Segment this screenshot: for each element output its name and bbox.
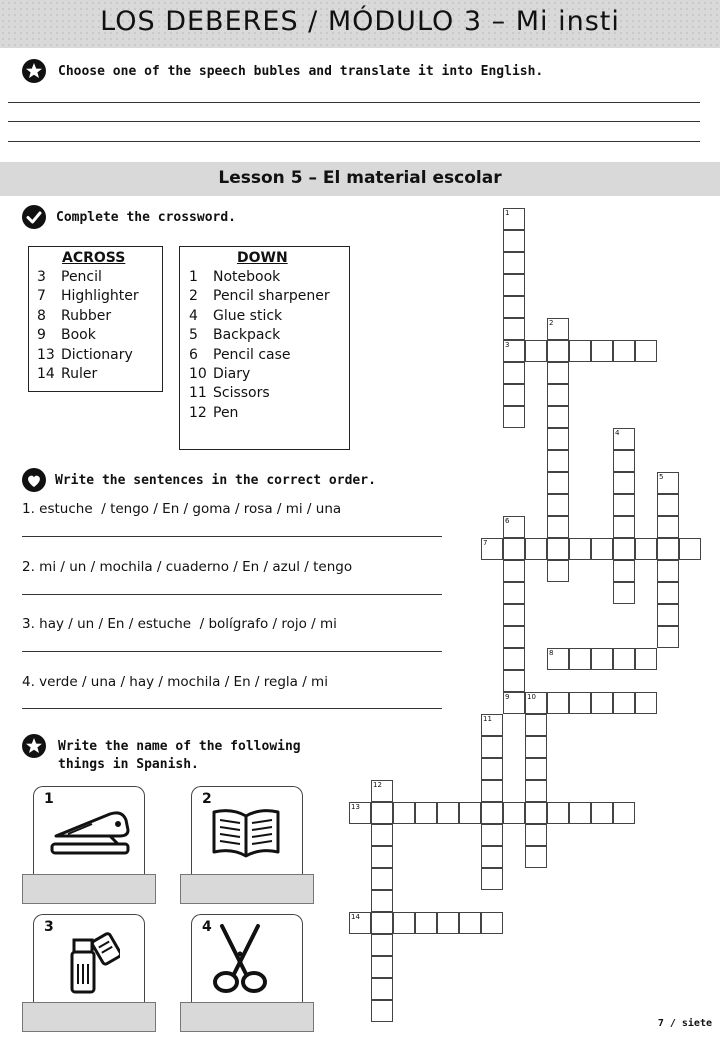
answer-box-4[interactable] — [180, 1002, 314, 1032]
crossword-cell[interactable] — [525, 824, 547, 846]
crossword-cell[interactable] — [657, 494, 679, 516]
book-icon — [208, 806, 284, 860]
crossword-cell[interactable] — [547, 802, 569, 824]
crossword-cell[interactable] — [657, 626, 679, 648]
crossword-clue-number: 2 — [549, 319, 554, 327]
clue-number: 4 — [189, 307, 198, 324]
task4-instruction-line2: things in Spanish. — [58, 757, 199, 772]
down-clue — [189, 327, 280, 343]
clue-word: Glue stick — [213, 307, 283, 324]
clue-word: Highlighter — [61, 288, 139, 305]
crossword-cell[interactable] — [481, 758, 503, 780]
crossword-cell[interactable] — [613, 450, 635, 472]
clue-word: Notebook — [213, 269, 281, 285]
sentence-2: 2. mi / un / mochila / cuaderno / En / azul / tengo — [22, 559, 353, 575]
crossword-cell[interactable] — [635, 340, 657, 362]
star-icon — [22, 59, 46, 83]
clue-word: Pencil case — [213, 346, 291, 363]
clue-number: 5 — [189, 327, 198, 344]
crossword-cell[interactable] — [415, 912, 437, 934]
crossword-cell[interactable] — [481, 780, 503, 802]
clue-word: Pencil sharpener — [213, 288, 330, 305]
task4-instruction-line1: Write the name of the following — [58, 739, 301, 754]
crossword-cell[interactable] — [591, 340, 613, 362]
crossword-cell[interactable] — [503, 252, 525, 274]
clue-number: 11 — [189, 385, 207, 402]
crossword-cell[interactable] — [591, 538, 613, 560]
crossword-cell[interactable] — [613, 494, 635, 516]
clue-number: 8 — [37, 307, 46, 324]
picture-number-2: 2 — [202, 791, 212, 807]
clue-number: 10 — [189, 366, 207, 382]
sentence-3: 3. hay / un / En / estuche / bolígrafo / rojo / mi — [22, 616, 337, 632]
crossword-cell[interactable] — [393, 802, 415, 824]
crossword-cell[interactable] — [503, 406, 525, 428]
crossword-cell[interactable] — [371, 978, 393, 1000]
across-clue — [37, 327, 96, 343]
crossword-cell[interactable] — [525, 802, 547, 824]
clue-word: Scissors — [213, 385, 270, 402]
across-clue — [37, 366, 97, 382]
stapler-icon — [48, 806, 132, 858]
across-clue — [37, 288, 139, 304]
crossword-cell[interactable] — [393, 912, 415, 934]
clue-word: Backpack — [213, 327, 281, 344]
crossword-cell[interactable] — [371, 956, 393, 978]
star-icon — [22, 734, 46, 758]
crossword-cell[interactable] — [635, 692, 657, 714]
crossword-cell[interactable] — [371, 846, 393, 868]
crossword-cell[interactable] — [547, 692, 569, 714]
crossword-clue-number: 5 — [659, 473, 664, 481]
crossword-cell[interactable] — [415, 802, 437, 824]
crossword-cell[interactable] — [503, 604, 525, 626]
picture-number-1: 1 — [44, 791, 54, 807]
crossword-cell[interactable] — [503, 648, 525, 670]
clue-number: 13 — [37, 346, 55, 363]
crossword-cell[interactable] — [547, 362, 569, 384]
heart-icon — [22, 468, 46, 492]
crossword-cell[interactable] — [547, 428, 569, 450]
answer-box-1[interactable] — [22, 874, 156, 904]
answer-line — [8, 141, 700, 142]
clue-word: Pen — [213, 404, 239, 421]
crossword-clue-number: 13 — [351, 803, 360, 811]
crossword-clue-number: 1 — [505, 209, 510, 217]
crossword-cell[interactable] — [679, 538, 701, 560]
crossword-clue-number: 10 — [527, 693, 536, 701]
crossword-cell[interactable] — [481, 824, 503, 846]
crossword-clue-number: 8 — [549, 649, 554, 657]
crossword-cell[interactable] — [459, 802, 481, 824]
crossword-cell[interactable] — [657, 582, 679, 604]
lesson-title: Lesson 5 – El material escolar — [218, 168, 502, 188]
crossword-clue-number: 11 — [483, 715, 492, 723]
clue-number: 14 — [37, 366, 55, 382]
crossword-cell[interactable] — [371, 912, 393, 934]
clue-number: 2 — [189, 288, 198, 305]
crossword-cell[interactable] — [547, 538, 569, 560]
crossword-cell[interactable] — [525, 538, 547, 560]
crossword-clue-number: 3 — [505, 341, 510, 349]
crossword-cell[interactable] — [547, 516, 569, 538]
crossword-cell[interactable] — [481, 736, 503, 758]
crossword-cell[interactable] — [503, 582, 525, 604]
down-clue — [189, 347, 291, 363]
task1-instruction: Choose one of the speech bubles and translate it into English. — [58, 64, 544, 79]
crossword-cell[interactable] — [613, 560, 635, 582]
down-heading: DOWN — [237, 250, 288, 266]
clue-word: Dictionary — [61, 346, 133, 363]
clue-number: 12 — [189, 404, 207, 421]
crossword-cell[interactable] — [657, 516, 679, 538]
clue-number: 3 — [37, 269, 46, 285]
crossword-clue-number: 12 — [373, 781, 382, 789]
clue-word: Ruler — [61, 366, 98, 382]
crossword-cell[interactable] — [371, 824, 393, 846]
crossword-cell[interactable] — [503, 626, 525, 648]
down-clue — [189, 405, 238, 421]
down-clue — [189, 269, 280, 285]
crossword-cell[interactable] — [481, 802, 503, 824]
down-clue — [189, 366, 250, 382]
crossword-cell[interactable] — [547, 340, 569, 362]
crossword-cell[interactable] — [569, 648, 591, 670]
task2-instruction: Complete the crossword. — [56, 210, 237, 225]
crossword-cell[interactable] — [591, 648, 613, 670]
crossword-cell[interactable] — [371, 890, 393, 912]
crossword-cell[interactable] — [591, 692, 613, 714]
crossword-clue-number: 7 — [483, 539, 488, 547]
clue-number: 1 — [189, 269, 198, 285]
across-clue — [37, 308, 111, 324]
crossword-cell[interactable] — [547, 472, 569, 494]
crossword-cell[interactable] — [503, 296, 525, 318]
check-icon — [22, 205, 46, 229]
across-clue — [37, 269, 102, 285]
crossword-cell[interactable] — [525, 846, 547, 868]
crossword-cell[interactable] — [613, 472, 635, 494]
answer-line — [22, 708, 442, 709]
picture-number-4: 4 — [202, 919, 212, 935]
clue-number: 7 — [37, 288, 46, 305]
across-clue — [37, 347, 133, 363]
clue-word: Book — [61, 327, 96, 344]
crossword-cell[interactable] — [657, 604, 679, 626]
crossword-cell[interactable] — [503, 802, 525, 824]
glue-stick-icon — [64, 926, 120, 996]
page-title: LOS DEBERES / MÓDULO 3 – Mi insti — [100, 6, 620, 37]
crossword-clue-number: 14 — [351, 913, 360, 921]
crossword-cell[interactable] — [525, 340, 547, 362]
crossword-cell[interactable] — [569, 692, 591, 714]
crossword-cell[interactable] — [503, 538, 525, 560]
down-clue — [189, 308, 282, 324]
crossword-cell[interactable] — [547, 384, 569, 406]
crossword-cell[interactable] — [459, 912, 481, 934]
crossword-cell[interactable] — [613, 802, 635, 824]
crossword-cell[interactable] — [525, 758, 547, 780]
clue-word: Rubber — [61, 307, 112, 324]
crossword-cell[interactable] — [613, 516, 635, 538]
crossword-cell[interactable] — [503, 670, 525, 692]
crossword-cell[interactable] — [481, 868, 503, 890]
crossword-cell[interactable] — [657, 538, 679, 560]
crossword-cell[interactable] — [613, 582, 635, 604]
crossword-cell[interactable] — [481, 912, 503, 934]
crossword-cell[interactable] — [371, 802, 393, 824]
crossword-cell[interactable] — [657, 560, 679, 582]
crossword-cell[interactable] — [613, 692, 635, 714]
crossword-cell[interactable] — [503, 318, 525, 340]
crossword-clue-number: 6 — [505, 517, 510, 525]
down-clue — [189, 385, 270, 401]
crossword-cell[interactable] — [547, 560, 569, 582]
crossword-cell[interactable] — [547, 494, 569, 516]
task3-instruction: Write the sentences in the correct order. — [55, 473, 376, 488]
sentence-1: 1. estuche / tengo / En / goma / rosa / mi / una — [22, 501, 342, 517]
crossword-cell[interactable] — [371, 934, 393, 956]
crossword-cell[interactable] — [371, 1000, 393, 1022]
sentence-4: 4. verde / una / hay / mochila / En / regla / mi — [22, 674, 328, 690]
clue-word: Pencil — [61, 269, 102, 285]
picture-number-3: 3 — [44, 919, 54, 935]
down-clue — [189, 288, 330, 304]
answer-line — [22, 594, 442, 595]
answer-line — [8, 102, 700, 103]
crossword-cell[interactable] — [613, 648, 635, 670]
crossword-cell[interactable] — [635, 648, 657, 670]
answer-box-2[interactable] — [180, 874, 314, 904]
crossword-cell[interactable] — [481, 846, 503, 868]
crossword-cell[interactable] — [525, 736, 547, 758]
crossword-clue-number: 4 — [615, 429, 620, 437]
crossword-cell[interactable] — [503, 384, 525, 406]
crossword-cell[interactable] — [591, 802, 613, 824]
crossword-cell[interactable] — [547, 450, 569, 472]
answer-line — [8, 121, 700, 122]
crossword-cell[interactable] — [503, 274, 525, 296]
scissors-icon — [206, 922, 274, 998]
clue-number: 6 — [189, 346, 198, 363]
answer-box-3[interactable] — [22, 1002, 156, 1032]
crossword-cell[interactable] — [613, 340, 635, 362]
crossword-cell[interactable] — [437, 802, 459, 824]
page-number: 7 / siete — [657, 1018, 712, 1029]
crossword-cell[interactable] — [569, 802, 591, 824]
crossword-cell[interactable] — [371, 868, 393, 890]
crossword-cell[interactable] — [503, 362, 525, 384]
crossword-cell[interactable] — [503, 560, 525, 582]
clue-number: 9 — [37, 327, 46, 344]
answer-line — [22, 651, 442, 652]
crossword-cell[interactable] — [503, 230, 525, 252]
crossword-cell[interactable] — [569, 340, 591, 362]
crossword-clue-number: 9 — [505, 693, 510, 701]
crossword-cell[interactable] — [525, 780, 547, 802]
across-heading: ACROSS — [62, 250, 126, 266]
crossword-cell[interactable] — [437, 912, 459, 934]
crossword-cell[interactable] — [569, 538, 591, 560]
crossword-cell[interactable] — [525, 714, 547, 736]
clue-word: Diary — [213, 366, 251, 382]
crossword-cell[interactable] — [547, 406, 569, 428]
crossword-cell[interactable] — [635, 538, 657, 560]
answer-line — [22, 536, 442, 537]
crossword-cell[interactable] — [613, 538, 635, 560]
